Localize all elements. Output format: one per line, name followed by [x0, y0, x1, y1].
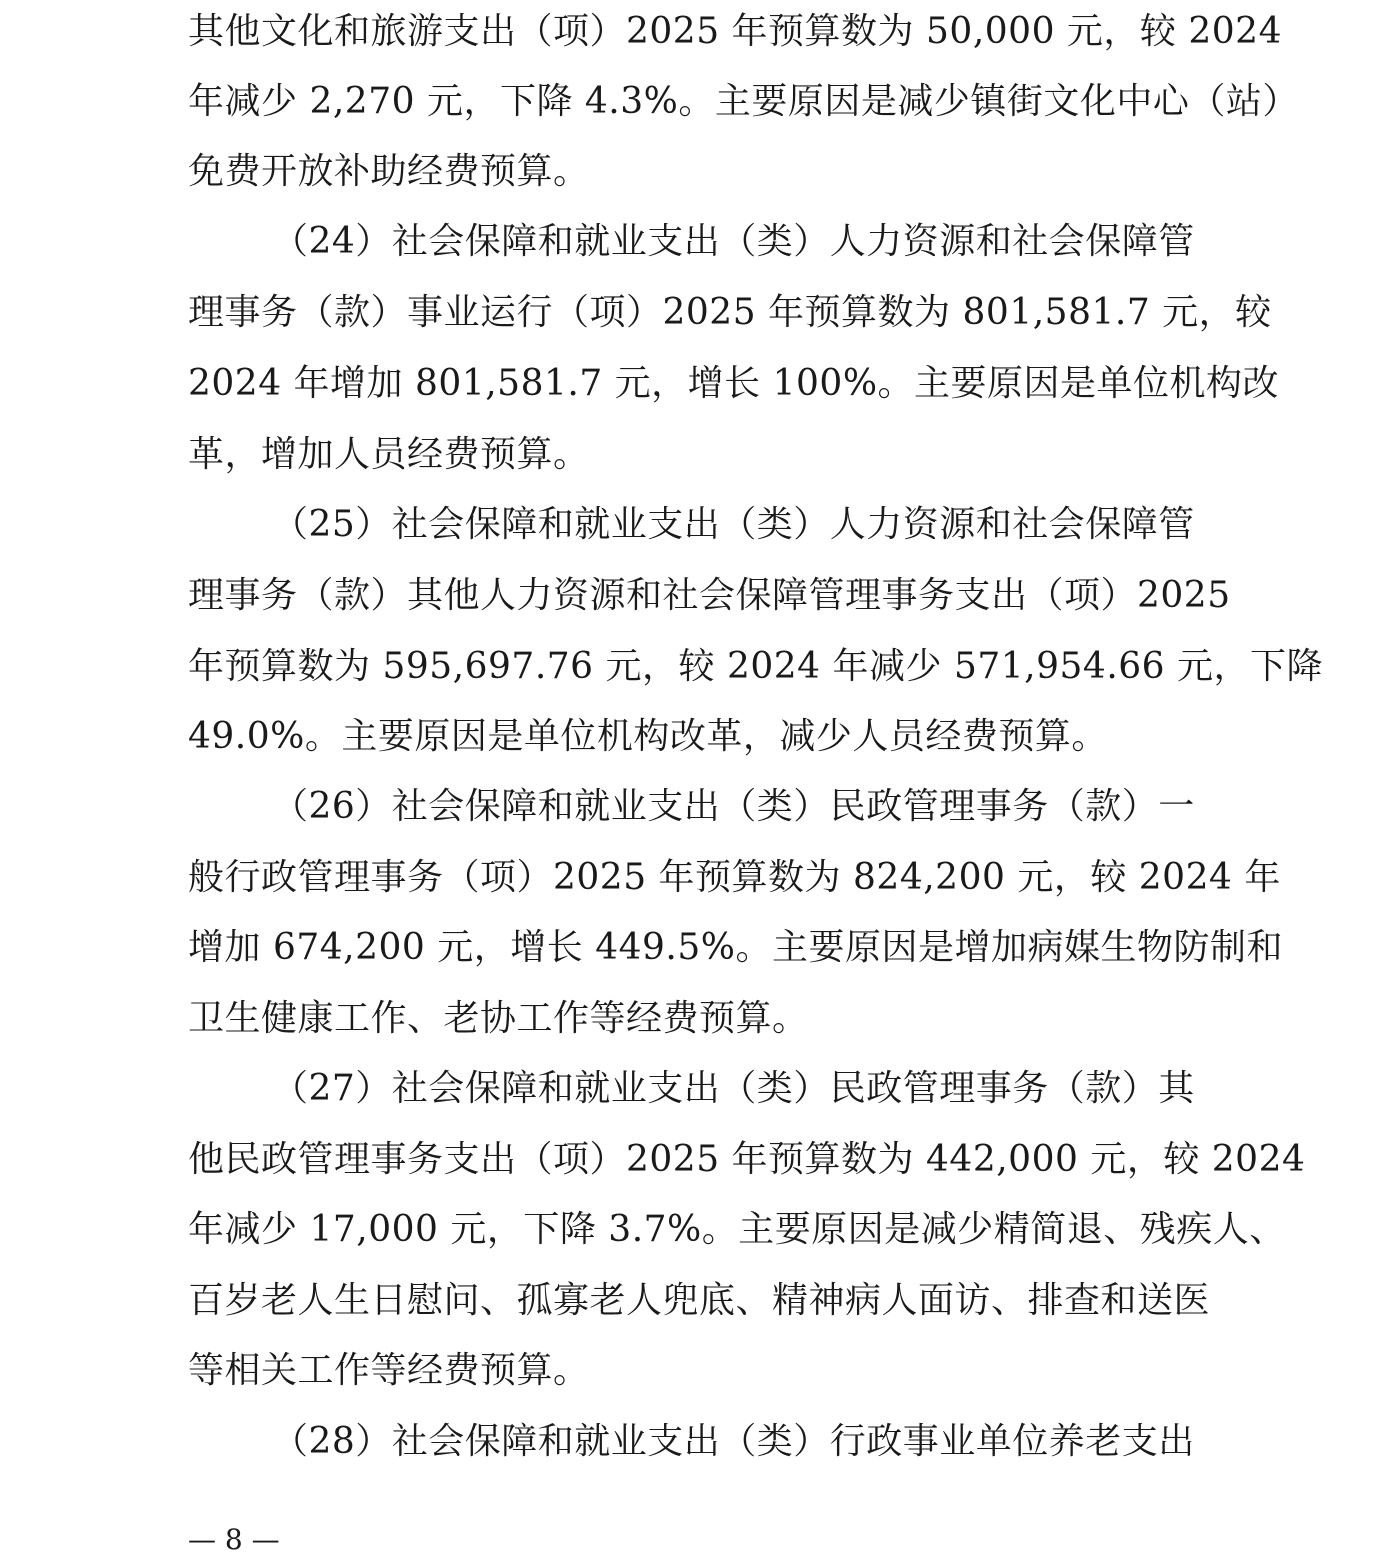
paragraph-28-heading: （28）社会保障和就业支出（类）行政事业单位养老支出	[272, 1421, 1195, 1462]
text-line: 2024 年增加 801,581.7 元，增长 100%。主要原因是单位机构改	[188, 363, 1280, 404]
paragraph-27-heading: （27）社会保障和就业支出（类）民政管理事务（款）其	[272, 1068, 1195, 1109]
text-line: 增加 674,200 元，增长 449.5%。主要原因是增加病媒生物防制和	[188, 927, 1283, 968]
text-line: 卫生健康工作、老协工作等经费预算。	[188, 998, 809, 1039]
text-line: 其他文化和旅游支出（项）2025 年预算数为 50,000 元，较 2024	[188, 11, 1282, 52]
paragraph-25-heading: （25）社会保障和就业支出（类）人力资源和社会保障管	[272, 504, 1195, 545]
text-line: 年预算数为 595,697.76 元，较 2024 年减少 571,954.66 元，下降	[188, 646, 1324, 687]
page-number: — 8 —	[188, 1523, 280, 1556]
text-line: 百岁老人生日慰问、孤寡老人兜底、精神病人面访、排查和送医	[188, 1280, 1211, 1321]
paragraph-26-heading: （26）社会保障和就业支出（类）民政管理事务（款）一	[272, 786, 1195, 827]
text-line: 49.0%。主要原因是单位机构改革，减少人员经费预算。	[188, 716, 1108, 757]
text-line: 年减少 2,270 元，下降 4.3%。主要原因是减少镇街文化中心（站）	[188, 81, 1299, 122]
text-line: 理事务（款）其他人力资源和社会保障管理事务支出（项）2025	[188, 575, 1231, 616]
text-line: 般行政管理事务（项）2025 年预算数为 824,200 元，较 2024 年	[188, 857, 1281, 898]
text-line: 革，增加人员经费预算。	[188, 434, 590, 475]
text-line: 理事务（款）事业运行（项）2025 年预算数为 801,581.7 元，较	[188, 292, 1272, 333]
text-line: 年减少 17,000 元，下降 3.7%。主要原因是减少精简退、残疾人、	[188, 1209, 1286, 1250]
text-line: 他民政管理事务支出（项）2025 年预算数为 442,000 元，较 2024	[188, 1139, 1306, 1180]
paragraph-24-heading: （24）社会保障和就业支出（类）人力资源和社会保障管	[272, 221, 1195, 262]
text-line: 免费开放补助经费预算。	[188, 151, 590, 192]
text-line: 等相关工作等经费预算。	[188, 1350, 590, 1391]
